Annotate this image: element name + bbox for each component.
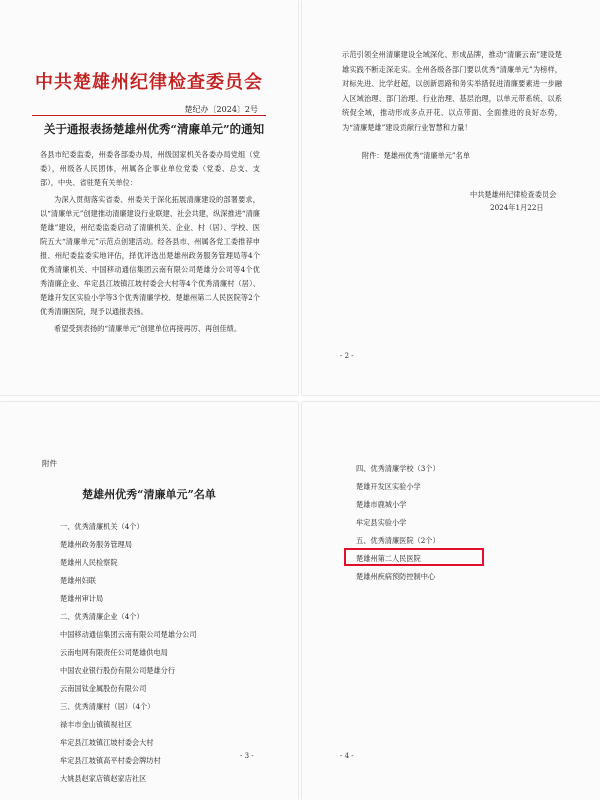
list-heading: 五、优秀清廉医院（2个） <box>356 536 440 545</box>
list-item: 禄丰市金山镇镇视社区 <box>60 720 132 729</box>
list-item: 云南国钛金属股份有限公司 <box>60 684 147 693</box>
list-item: 中国移动通信集团云南有限公司楚雄分公司 <box>60 630 197 639</box>
notice-title: 关于通报表扬楚雄州优秀“清廉单元”的通知 <box>43 122 265 136</box>
list-item: 楚雄州妇联 <box>60 576 96 585</box>
list-item: 云南电网有限责任公司楚雄供电局 <box>60 648 168 657</box>
document-page-2 <box>302 0 600 395</box>
list-item: 牟定县江坡镇高平村委会牌坊村 <box>60 756 161 765</box>
body-paragraph-continued: 示范引领全州清廉建设全域深化、形成品牌，推动“清廉云南”建设楚雄实践不断走深走实。全州各级各部门要以优秀“清廉单元”为榜样，对标先进、比学赶超，以创新思路和务实举措促进清廉要素进一步融入区域治理、部门治理、行业治理、基层治理，以单元带系统、以系统促全域，推动形成多点开花、以点带面、全面推进的良好态势，为“清廉楚雄”建设贡献行业智慧和力量！ <box>342 50 562 132</box>
document-page-4 <box>302 402 600 800</box>
document-page-1 <box>0 0 298 395</box>
closing-paragraph: 希望受到表扬的“清廉单元”创建单位再接再厉、再创佳绩。 <box>54 324 242 333</box>
document-number: 楚纪办〔2024〕2号 <box>184 105 258 114</box>
list-heading: 四、优秀清廉学校（3个） <box>356 464 440 473</box>
signing-date: 2024年1月22日 <box>490 203 544 212</box>
list-title: 楚雄州优秀“清廉单元”名单 <box>82 488 216 501</box>
addressee-paragraph: 各县市纪委监委，州委各部委办局，州级国家机关各委办局党组（党委），州级各人民团体，州属各企事业单位党委（党委、总支、支部），中央、省驻楚有关单位： <box>40 150 260 187</box>
list-item: 楚雄州审计局 <box>60 594 104 603</box>
list-item: 中国农业银行股份有限公司楚雄分行 <box>60 666 176 675</box>
list-item: 大姚县赵家店镇赵家店社区 <box>60 774 147 783</box>
highlighted-list-item: 楚雄州疾病预防控制中心 <box>356 572 436 581</box>
attachment-label: 附件 <box>42 459 57 468</box>
list-item: 楚雄州人民检察院 <box>60 558 118 567</box>
issuer-header: 中共楚雄州纪律检查委员会 <box>35 72 263 93</box>
list-heading: 三、优秀清廉村（居）（4个） <box>60 702 155 711</box>
signer-organization: 中共楚雄州纪律检查委员会 <box>470 190 557 199</box>
attachment-reference: 附件：楚雄州优秀“清廉单元”名单 <box>362 151 470 160</box>
page-number: - 3 - <box>240 752 254 760</box>
document-page-3 <box>0 402 298 800</box>
list-item: 牟定县江坡镇江坡村委会大村 <box>60 738 154 747</box>
list-item: 楚雄州政务服务管理局 <box>60 540 132 549</box>
page-number: - 4 - <box>340 752 354 760</box>
list-item: 牟定县实验小学 <box>356 518 407 527</box>
red-divider <box>32 115 266 116</box>
list-item: 楚雄开发区实验小学 <box>356 482 421 491</box>
red-highlight-box <box>344 548 484 566</box>
page-number: - 2 - <box>340 352 354 360</box>
list-item: 楚雄州第二人民医院 <box>356 554 421 563</box>
body-paragraph: 为深入贯彻落实省委、州委关于深化拓展清廉建设的部署要求，以“清廉单元”创建推动清廉建设行业联建、社会共建，纵深推进“清廉楚雄”建设，州纪委监委启动了清廉机关、企业、村（居）、学校、医院五大“清廉单元”示范点创建活动。经各县市、州属各党工委推荐申报、州纪委监委实地评估，择优评选出楚雄州政务服务管理局等4个优秀清廉机关、中国移动通信集团云南有限公司楚雄分公司等4个优秀清廉企业、牟定县江坡镇江坡村委会大村等4个优秀清廉村（居）、楚雄开发区实验小学等3个优秀清廉学校、楚雄州第二人民医院等2个优秀清廉医院，现予以通报表扬。 <box>40 195 260 316</box>
list-item: 楚雄市鹿城小学 <box>356 500 407 509</box>
list-heading: 二、优秀清廉企业（4个） <box>60 612 144 621</box>
list-heading: 一、优秀清廉机关（4个） <box>60 522 144 531</box>
